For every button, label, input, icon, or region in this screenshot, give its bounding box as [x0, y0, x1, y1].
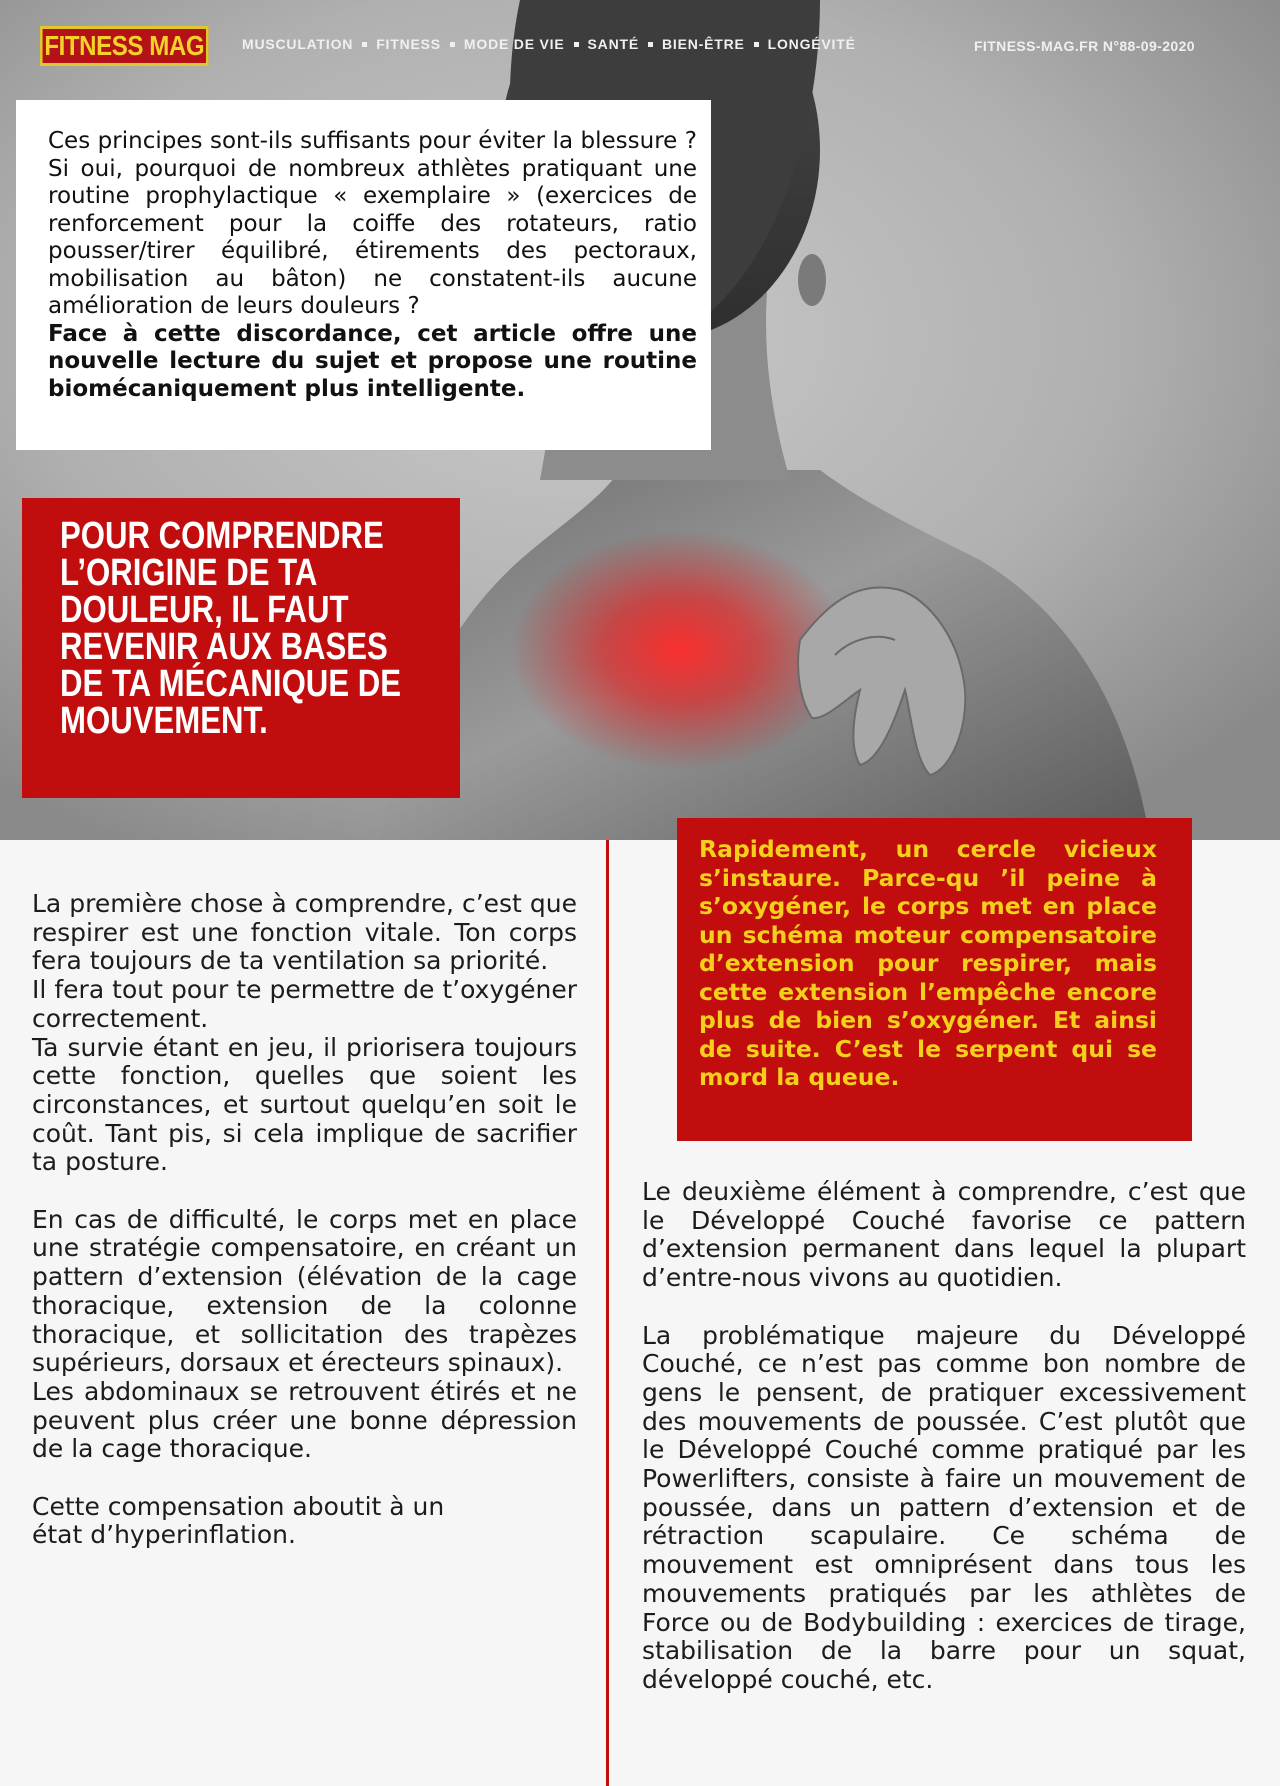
- callout-text: Rapidement, un cercle vicieux s’instaure. Parce-qu ’il peine à s’oxygéner, le corps met en place un schéma moteur compensatoire d’extension pour respirer, mais cette extension l’empêche encore plus de bien s’oxygéner. Et ainsi de suite. C’est le serpent qui se mord la queue.: [699, 835, 1157, 1091]
- separator-dot-icon: [754, 42, 759, 47]
- paragraph: La problématique majeure du Développé Couché, ce n’est pas comme bon nombre de gens le pensent, de pratiquer excessivement des mouvements de poussée. C’est plutôt que le Développé Couché comme pratiqué par les Powerlifters, consiste à faire un mouvement de poussée, dans un pattern d’extension et de rétraction scapulaire. Ce schéma de mouvement est omniprésent dans tous les mouvements pratiqués par les athlètes de Force ou de Bodybuilding : exercices de tirage, stabilisation de la barre pour un squat, développé couché, etc.: [642, 1320, 1246, 1694]
- issue-number: FITNESS-MAG.FR N°88-09-2020: [973, 38, 1195, 54]
- paragraph: Il fera tout pour te permettre de t’oxygéner correctement.: [32, 975, 577, 1033]
- right-column: [642, 1178, 1246, 1695]
- paragraph: Ta survie étant en jeu, il priorisera toujours cette fonction, quelles que soient les circonstances, et surtout quelqu’en soit le coût. Tant pis, si cela implique de sacrifier ta posture.: [32, 1032, 577, 1177]
- separator-dot-icon: [648, 42, 653, 47]
- pull-quote-text: POUR COMPRENDRE L’ORIGINE DE TA DOULEUR, IL FAUT REVENIR AUX BASES DE TA MÉCANIQUE DE MOUVEMENT.: [60, 515, 402, 742]
- nav-item-sante[interactable]: SANTÉ: [587, 36, 639, 52]
- callout-box: [677, 818, 1192, 1141]
- nav-item-musculation[interactable]: MUSCULATION: [242, 36, 354, 52]
- separator-dot-icon: [450, 42, 455, 47]
- nav-item-bien-etre[interactable]: BIEN-ÊTRE: [661, 36, 745, 52]
- paragraph: Les abdominaux se retrouvent étirés et ne peuvent plus créer une bonne dépression de la cage thoracique.: [32, 1376, 577, 1464]
- paragraph: Le deuxième élément à comprendre, c’est que le Développé Couché favorise ce pattern d’extension permanent dans lequel la plupart d’entre-nous vivons au quotidien.: [642, 1177, 1246, 1293]
- paragraph: La première chose à comprendre, c’est que respirer est une fonction vitale. Ton corps fera toujours de ta ventilation sa priorité.: [32, 889, 577, 976]
- paragraph: En cas de difficulté, le corps met en place une stratégie compensatoire, en créant un pattern d’extension (élévation de la cage thoracique, extension de la colonne thoracique, et sollicitation des trapèzes supérieurs, dorsaux et érecteurs spinaux).: [32, 1204, 577, 1378]
- nav-item-fitness[interactable]: FITNESS: [376, 36, 441, 52]
- brand-logo[interactable]: FITNESS MAG: [40, 26, 209, 66]
- paragraph: Cette compensation aboutit à un état d’hyperinflation.: [32, 1491, 445, 1550]
- column-divider: [606, 840, 609, 1786]
- intro-bold-text: Face à cette discordance, cet article offre une nouvelle lecture du sujet et propose une routine biomécaniquement plus intelligente.: [48, 320, 697, 402]
- left-column: [32, 890, 577, 1550]
- separator-dot-icon: [574, 42, 579, 47]
- nav-item-longevite[interactable]: LONGÉVITÉ: [767, 36, 856, 52]
- top-navigation: [242, 36, 856, 52]
- separator-dot-icon: [362, 42, 367, 47]
- nav-item-mode-de-vie[interactable]: MODE DE VIE: [463, 36, 565, 52]
- intro-box: [16, 100, 711, 450]
- pull-quote: [22, 498, 460, 798]
- intro-text: Ces principes sont-ils suffisants pour éviter la blessure ? Si oui, pourquoi de nombreux athlètes pratiquant une routine prophylactique « exemplaire » (exercices de renforcement pour la coiffe des rotateurs, ratio pousser/tirer équilibré, étirements des pectoraux, mobilisation au bâton) ne constatent-ils aucune amélioration de leurs douleurs ?: [48, 128, 697, 319]
